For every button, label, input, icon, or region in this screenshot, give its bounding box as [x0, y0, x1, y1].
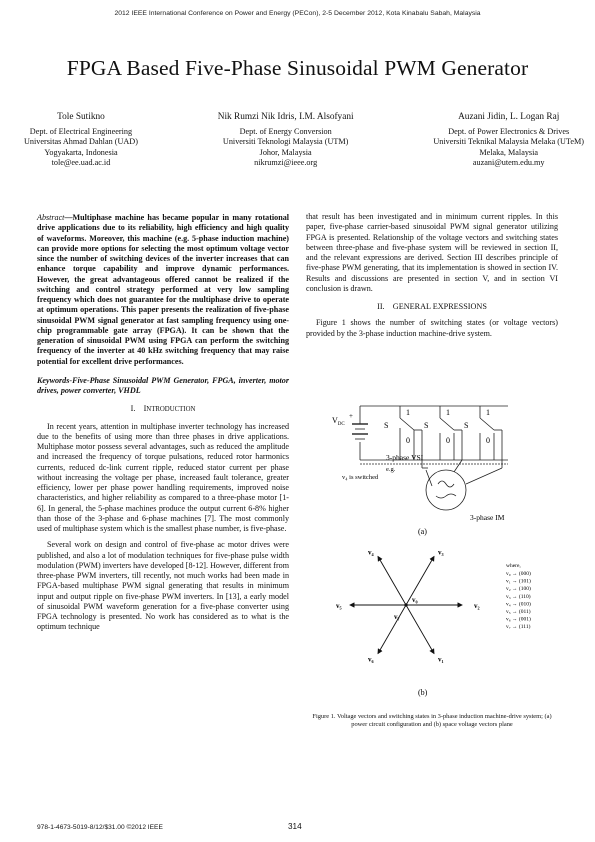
page-number: 314	[288, 822, 302, 831]
subfigure-a-label: (a)	[418, 527, 427, 536]
state-one-label: 1	[486, 408, 490, 417]
author-affiliation-line: Dept. of Electrical Engineering	[29, 127, 133, 137]
figure-caption: Figure 1. Voltage vectors and switching states in 3-phase induction machine-drive system; (a) power circuit configuration and (b) space voltage vectors plane	[312, 713, 552, 729]
author-1	[24, 112, 138, 168]
abstract-text: —Multiphase machine has became popular in many rotational drive applications due to its reliability, high efficiency and high quality of waveforms. Moreover, this machine (e.g. 5-phase induction machine) can provide more options for selecting the most optimum voltage vector since the number of switching devices of the inverter increases that can enhance torque capability and improve dynamic performances. However, the great advantageous offered cannot be realized if the switching and control strategy performed at very low sampling frequency which does not guarantee for the multiphase drive to operate at optimum operations. This paper presents the realization of five-phase sinusoidal PWM signal generator at fast sampling frequency using one-chip programmable gate array (FPGA). It can be shown that the generation of sinusoidal PWM using FPGA can perform the switching frequency of the inverter at 40 kHz switching frequency that may raise potential for excellent drive performances.	[37, 213, 289, 366]
switch-s1-label: S	[384, 421, 389, 430]
switching-state-entry: v₃ → (110)	[506, 593, 531, 600]
left-column	[37, 213, 289, 633]
v4-switched-label: v₄ is switched	[342, 474, 379, 481]
state-zero-label: 0	[486, 436, 490, 445]
conference-header: 2012 IEEE International Conference on Power and Energy (PECon), 2-5 December 2012, Kota Kinabalu Sabah, Malaysia	[114, 10, 481, 17]
vdc-label: $V_{DC}$	[332, 416, 345, 427]
author-name: Auzani Jidin, L. Logan Raj	[458, 112, 560, 122]
author-email: auzani@utem.edu.my	[472, 157, 545, 167]
origin-point	[404, 603, 407, 606]
body-paragraph: Figure 1 shows the number of switching states (or voltage vectors) provided by the 3-phase induction machine-drive system.	[306, 318, 558, 338]
author-affiliation-line: Universitas Ahmad Dahlan (UAD)	[24, 137, 138, 147]
switching-state-entry: v₄ → (010)	[506, 601, 531, 608]
space-vector-arrow	[378, 557, 406, 605]
space-vector-arrow	[406, 557, 434, 605]
subfigure-b-label: (b)	[418, 688, 428, 697]
state-zero-label: 0	[406, 436, 410, 445]
switching-state-entry: v₅ → (011)	[506, 609, 531, 615]
figure-1b-space-vectors	[330, 545, 560, 710]
author-affiliation-line: Melaka, Malaysia	[479, 147, 539, 157]
state-zero-label: 0	[446, 436, 450, 445]
intro-paragraph-2: Several work on design and control of five-phase ac motor drives were published, and also a lot of modulation techniques for five-phase pulse width modulation (PWM) inverters have developed [8-12]. However, different from three-phase PWM inverters, till recently, not much works had been made in FPGA-based multiphase PWM signal generating that results in minimum input and output ripple on five-phase PWM inverters. In [13], a early model of sinusoidal PWM waveform generation for a five-phase converter using FPGA technology is presented. No work has considered as to what is the optimum technique	[37, 540, 289, 632]
section-heading-general-expressions: II. GENERAL EXPRESSIONS	[377, 302, 487, 311]
keywords: Keywords-Five-Phase Sinusoidal PWM Generator, FPGA, inverter, motor drives, power converter, VHDL	[37, 375, 289, 395]
space-vector-label: v₄	[368, 548, 374, 557]
switching-state-entry: v₆ → (001)	[506, 616, 531, 623]
im-label: 3-phase IM	[470, 513, 505, 522]
author-block	[24, 112, 584, 168]
switching-state-entry: v₁ → (101)	[506, 578, 531, 585]
author-email: nikrumzi@ieee.org	[254, 157, 318, 167]
paper-title: FPGA Based Five-Phase Sinusoidal PWM Generator	[66, 56, 529, 80]
author-affiliation-line: Dept. of Energy Conversion	[239, 127, 332, 137]
switch-s2-label: S	[424, 421, 429, 430]
author-affiliation-line: Yogyakarta, Indonesia	[44, 147, 118, 157]
switching-state-entry: v₂ → (100)	[506, 586, 531, 593]
author-affiliation-line: Johor, Malaysia	[259, 147, 312, 157]
author-name: Tole Sutikno	[57, 112, 105, 122]
where-label: where,	[506, 563, 521, 569]
switching-state-entry: v₀ → (000)	[506, 571, 531, 577]
author-email: tole@ee.uad.ac.id	[51, 157, 111, 167]
space-vector-arrow	[406, 605, 434, 653]
switching-state-entry: v₇ → (111)	[506, 624, 531, 631]
space-vector-arrow	[378, 605, 406, 653]
author-affiliation-line: Dept. of Power Electronics & Drives	[448, 127, 570, 137]
author-2	[218, 112, 354, 168]
space-vector-label: v₆	[368, 655, 374, 664]
author-affiliation-line: Universiti Teknikal Malaysia Melaka (UTeM)	[433, 137, 584, 147]
space-vector-label: v₃	[438, 548, 444, 557]
svg-text:+: +	[349, 412, 353, 420]
body-paragraph: that result has been investigated and in minimum current ripples. In this paper, five-phase carrier-based sinusoidal PWM signal generator utilizing FPGA is presented. Relationship of the voltage vectors and switching states between three-phase and five-phase system will be reviewed in section II, and the relevant expressions are derived. Section III describes principle of five-phase PWM generating, that its implementation is showed in section IV. Results and discussions are presented in section V, and in section VI conclusion is drawn.	[306, 212, 558, 293]
state-one-label: 1	[446, 408, 450, 417]
abstract-label: Abstract	[37, 213, 65, 222]
abstract	[37, 213, 289, 367]
figure-1a-circuit	[330, 398, 560, 543]
section-heading-introduction: I. INTRODUCTION	[130, 404, 196, 414]
right-column	[306, 212, 558, 339]
state-one-label: 1	[406, 408, 410, 417]
example-label: e.g.	[386, 466, 396, 473]
switch-s3-label: S	[464, 421, 469, 430]
zero-vector-label: v₇	[394, 613, 400, 621]
copyright-footer: 978-1-4673-5019-8/12/$31.00 ©2012 IEEE	[37, 824, 163, 831]
space-vector-label: v₁	[438, 655, 444, 664]
space-vector-label: v₂	[474, 602, 480, 610]
author-3	[433, 112, 584, 168]
vsi-label: 3-phase VSI	[386, 453, 424, 462]
intro-paragraph-1: In recent years, attention in multiphase inverter technology has increased due to the benefits of using more than three phases in drive applications. Multiphase motor possess several advantages, such as reduced the amplitude and increased the frequency of torque pulsations, reduced rotor harmonics currents, reduced dc-link current ripple, reduced stator current per phase without increasing the voltage per phase, increased fault tolerance, greater efficiency, lower per phase power handling requirements, improved noise characteristics, and higher reliability as compared to a three-phase motor [1-6]. In general, the 5-phase machines produce the output current 6-8% higher than those of the 3-phase and 6-phase machines [7]. The most commonly used of multiphase system which is the smallest phase number, is five-phase.	[37, 421, 289, 533]
author-affiliation-line: Universiti Teknologi Malaysia (UTM)	[222, 137, 349, 147]
author-name: Nik Rumzi Nik Idris, I.M. Alsofyani	[217, 112, 354, 122]
zero-vector-label: v₀	[412, 596, 418, 604]
space-vector-label: v₅	[336, 602, 342, 610]
